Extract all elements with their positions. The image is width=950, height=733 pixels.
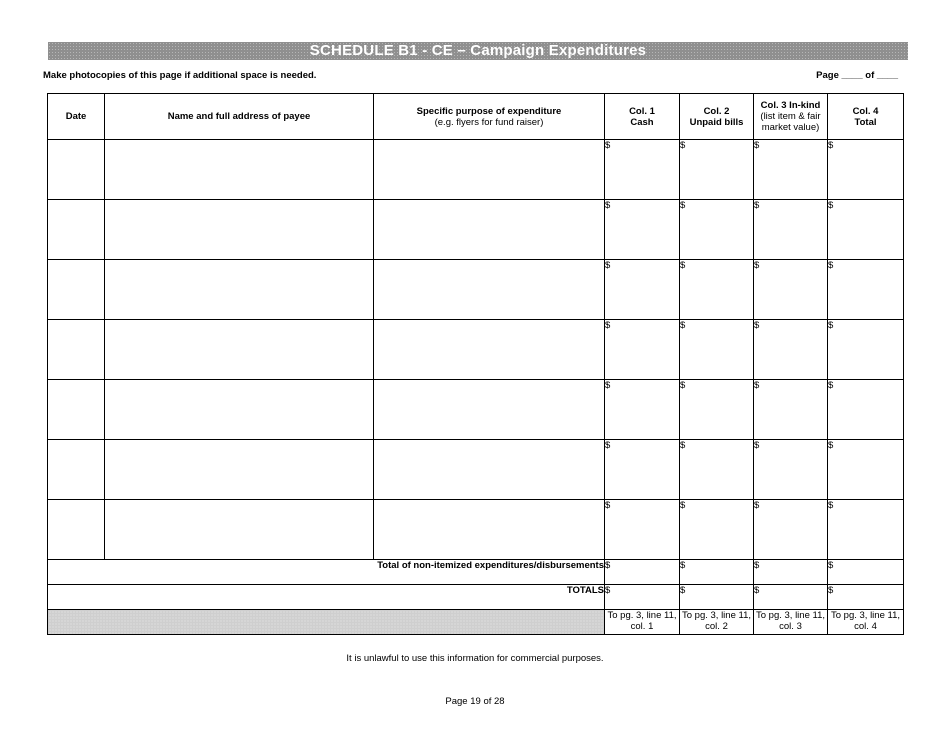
in-kind-cell[interactable]: $ <box>754 500 828 560</box>
schedule-title: SCHEDULE B1 - CE – Campaign Expenditures <box>309 42 647 59</box>
totals-label: TOTALS <box>48 585 605 610</box>
total-cell[interactable]: $ <box>828 320 904 380</box>
payee-cell[interactable] <box>105 380 374 440</box>
carry-to-col2: To pg. 3, line 11, col. 2 <box>680 610 754 635</box>
payee-header: Name and full address of payee <box>105 94 374 140</box>
cash-cell[interactable]: $ <box>605 500 680 560</box>
date-header: Date <box>48 94 105 140</box>
expenditures-table <box>47 93 904 635</box>
cash-cell[interactable]: $ <box>605 140 680 200</box>
purpose-header-note: (e.g. flyers for fund raiser) <box>434 116 544 128</box>
date-cell[interactable] <box>48 140 105 200</box>
purpose-header <box>374 94 605 140</box>
entry-row <box>48 500 904 560</box>
commercial-use-notice: It is unlawful to use this information for commercial purposes. <box>346 653 604 664</box>
entry-row <box>48 200 904 260</box>
unpaid-bills-cell[interactable]: $ <box>680 260 754 320</box>
date-cell[interactable] <box>48 380 105 440</box>
non-itemized-total[interactable]: $ <box>828 560 904 585</box>
in-kind-cell[interactable]: $ <box>754 380 828 440</box>
unpaid-bills-cell[interactable]: $ <box>680 140 754 200</box>
cash-cell[interactable]: $ <box>605 260 680 320</box>
totals-unpaid[interactable]: $ <box>680 585 754 610</box>
non-itemized-unpaid[interactable]: $ <box>680 560 754 585</box>
purpose-cell[interactable] <box>374 500 605 560</box>
entry-row <box>48 260 904 320</box>
date-cell[interactable] <box>48 200 105 260</box>
in-kind-cell[interactable]: $ <box>754 140 828 200</box>
non-itemized-row <box>48 560 904 585</box>
in-kind-cell[interactable]: $ <box>754 200 828 260</box>
unpaid-bills-cell[interactable]: $ <box>680 320 754 380</box>
payee-cell[interactable] <box>105 200 374 260</box>
col3-header-title: Col. 3 In-kind <box>760 100 821 111</box>
payee-cell[interactable] <box>105 320 374 380</box>
photocopy-instruction: Make photocopies of this page if additional space is needed. <box>43 70 317 81</box>
payee-cell[interactable] <box>105 140 374 200</box>
totals-in-kind[interactable]: $ <box>754 585 828 610</box>
purpose-cell[interactable] <box>374 140 605 200</box>
col3-header <box>754 94 828 140</box>
purpose-cell[interactable] <box>374 320 605 380</box>
non-itemized-in-kind[interactable]: $ <box>754 560 828 585</box>
unpaid-bills-cell[interactable]: $ <box>680 200 754 260</box>
header-row <box>48 94 904 140</box>
in-kind-cell[interactable]: $ <box>754 260 828 320</box>
unpaid-bills-cell[interactable]: $ <box>680 380 754 440</box>
col4-header <box>828 94 904 140</box>
payee-cell[interactable] <box>105 260 374 320</box>
shaded-blank-area <box>48 610 605 635</box>
carry-to-col3: To pg. 3, line 11, col. 3 <box>754 610 828 635</box>
date-cell[interactable] <box>48 320 105 380</box>
carry-to-col1: To pg. 3, line 11, col. 1 <box>605 610 680 635</box>
totals-total[interactable]: $ <box>828 585 904 610</box>
purpose-cell[interactable] <box>374 380 605 440</box>
col3-header-note: (list item & fair market value) <box>760 111 821 133</box>
payee-cell[interactable] <box>105 440 374 500</box>
total-cell[interactable]: $ <box>828 200 904 260</box>
non-itemized-label: Total of non-itemized expenditures/disbursements <box>48 560 605 585</box>
cash-cell[interactable]: $ <box>605 200 680 260</box>
carry-to-col4: To pg. 3, line 11, col. 4 <box>828 610 904 635</box>
col2-header <box>680 94 754 140</box>
entry-row <box>48 440 904 500</box>
cash-cell[interactable]: $ <box>605 380 680 440</box>
cash-cell[interactable]: $ <box>605 440 680 500</box>
purpose-cell[interactable] <box>374 440 605 500</box>
entry-row <box>48 380 904 440</box>
purpose-cell[interactable] <box>374 200 605 260</box>
date-cell[interactable] <box>48 440 105 500</box>
col1-header-title: Col. 1 <box>629 105 655 117</box>
entry-row <box>48 320 904 380</box>
date-cell[interactable] <box>48 260 105 320</box>
col2-header-label: Unpaid bills <box>689 116 744 128</box>
total-cell[interactable]: $ <box>828 440 904 500</box>
page-of-field[interactable]: Page ____ of ____ <box>816 70 898 81</box>
schedule-title-bar <box>48 42 908 60</box>
in-kind-cell[interactable]: $ <box>754 440 828 500</box>
total-cell[interactable]: $ <box>828 140 904 200</box>
col2-header-title: Col. 2 <box>703 105 730 117</box>
col4-header-label: Total <box>854 116 877 128</box>
totals-cash[interactable]: $ <box>605 585 680 610</box>
unpaid-bills-cell[interactable]: $ <box>680 440 754 500</box>
carry-forward-row <box>48 610 904 635</box>
total-cell[interactable]: $ <box>828 380 904 440</box>
cash-cell[interactable]: $ <box>605 320 680 380</box>
totals-row <box>48 585 904 610</box>
date-cell[interactable] <box>48 500 105 560</box>
total-cell[interactable]: $ <box>828 500 904 560</box>
purpose-header-title: Specific purpose of expenditure <box>416 105 562 117</box>
purpose-cell[interactable] <box>374 260 605 320</box>
in-kind-cell[interactable]: $ <box>754 320 828 380</box>
non-itemized-cash[interactable]: $ <box>605 560 680 585</box>
payee-cell[interactable] <box>105 500 374 560</box>
total-cell[interactable]: $ <box>828 260 904 320</box>
unpaid-bills-cell[interactable]: $ <box>680 500 754 560</box>
page-number: Page 19 of 28 <box>445 696 505 707</box>
entry-row <box>48 140 904 200</box>
col1-header-label: Cash <box>630 116 654 128</box>
entry-rows <box>48 140 904 560</box>
col4-header-title: Col. 4 <box>852 105 879 117</box>
col1-header <box>605 94 680 140</box>
